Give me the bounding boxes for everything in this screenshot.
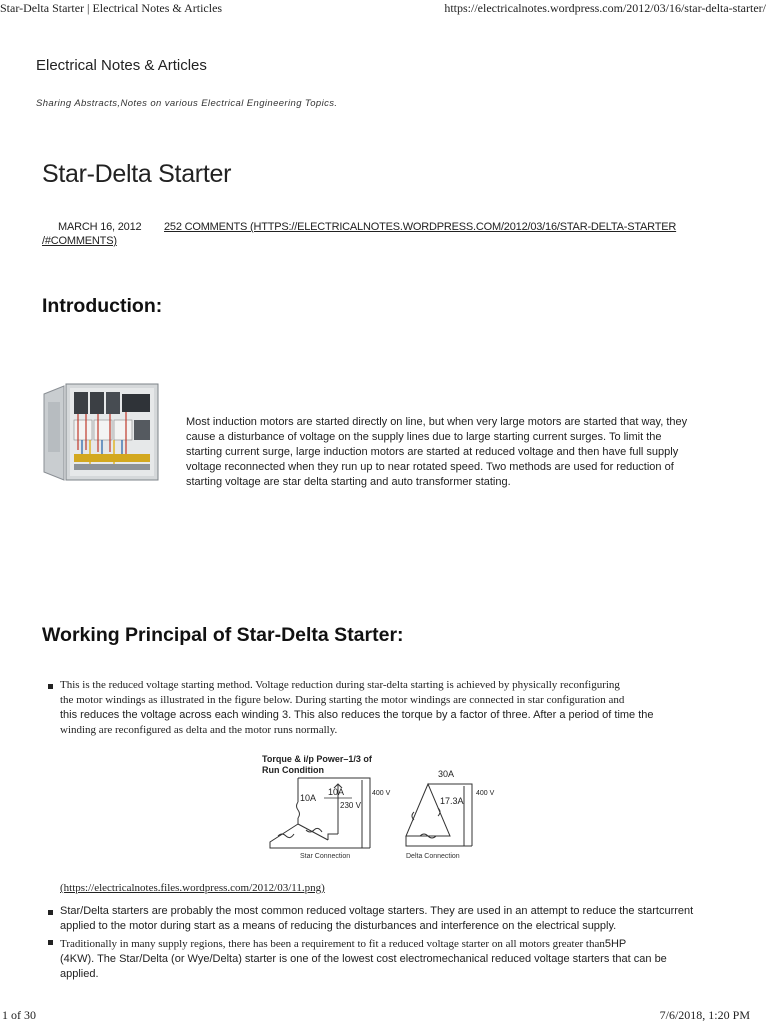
bullet-3 [60,934,750,982]
figure-caption-line1: Torque & i/p Power–1/3 of [262,754,372,764]
figure-caption-line2: Run Condition [262,765,324,775]
starter-panel-image [42,380,162,484]
star-current-phase: 10A [300,793,317,803]
print-header-title: Star-Delta Starter | Electrical Notes & Articles [0,1,223,15]
delta-connection [406,784,472,846]
comments-link[interactable] [164,221,676,233]
intro-paragraph [186,415,746,490]
working-heading: Working Principal of Star-Delta Starter: [42,624,404,646]
bullet-2-line: applied to the motor during start as a means of reducing the disturbances and interference on the electrical supply. [60,920,617,932]
intro-line: starting voltage are star delta starting and auto transformer stating. [186,476,511,488]
comments-link-text-2[interactable]: /#COMMENTS) [42,235,117,247]
bullet-3-line: (4KW). The Star/Delta (or Wye/Delta) starter is one of the lowest cost electromechanical reduced voltage starters that can be [60,953,667,965]
bullet-2-line: Star/Delta starters are probably the most common reduced voltage starters. They are used in an attempt to reduce the startcurrent [60,905,694,917]
comments-link-text[interactable]: 252 COMMENTS (HTTPS://ELECTRICALNOTES.WORDPRESS.COM/2012/03/16/STAR-DELTA-STARTER [164,221,677,233]
intro-line: Most induction motors are started directly on line, but when very large motors are started that way, they [186,416,688,428]
print-footer-datetime: 7/6/2018, 1:20 PM [659,1008,750,1022]
comments-link-continued[interactable] [42,235,117,247]
bullet-1 [60,678,750,738]
bullet-1-line: winding are reconfigured as delta and the motor runs normally. [60,724,338,736]
intro-line: voltage reconnected when they run up to near rotated speed. Two methods are used for reduction of [186,461,674,473]
bullet-1-line: This is the reduced voltage starting method. Voltage reduction during star-delta starting is achieved by physically reconfiguring [60,679,620,691]
star-voltage-phase: 230 V [340,801,361,810]
print-footer-page: 1 of 30 [2,1008,36,1022]
figure-link[interactable] [60,878,325,896]
bullet-2 [60,904,750,934]
site-title[interactable]: Electrical Notes & Articles [36,57,207,74]
intro-line: starting current surge, large induction motors are started at reduced voltage and then have full supply [186,446,679,458]
star-voltage-line: 400 V [372,790,391,797]
bullet-1-line: this reduces the voltage across each winding 3. This also reduces the torque by a factor of three. After a period of time the [60,709,654,721]
bullet-3-text-end: 5HP [604,938,627,950]
delta-connection-label: Delta Connection [406,853,460,860]
delta-current-line: 30A [438,769,455,779]
delta-current-phase: 17.3A [440,796,464,806]
print-header-url: https://electricalnotes.wordpress.com/2012/03/16/star-delta-starter/ [444,1,766,15]
star-connection-label: Star Connection [300,853,351,860]
bullet-marker [48,684,53,689]
post-title: Star-Delta Starter [42,160,232,188]
bullet-3-line: applied. [60,968,99,980]
star-connection [270,778,370,848]
intro-line: cause a disturbance of voltage on the supply lines due to large starting current surges. To limit the [186,431,662,443]
bullet-1-line: the motor windings as illustrated in the figure below. During starting the motor windings are connected in star configuration and [60,694,625,706]
bullet-3-text: Traditionally in many supply regions, there has been a requirement to fit a reduced voltage starter on all motors greater than [60,938,605,950]
bullet-marker [48,910,53,915]
delta-voltage: 400 V [476,790,495,797]
bullet-marker [48,940,53,945]
intro-heading: Introduction: [42,295,163,317]
site-tagline: Sharing Abstracts,Notes on various Electrical Engineering Topics. [36,98,338,109]
post-date: MARCH 16, 2012 [58,221,142,233]
star-delta-diagram[interactable] [258,750,508,865]
figure-link-text[interactable]: (https://electricalnotes.files.wordpress.com/2012/03/11.png) [60,882,325,894]
bullet-3-line [60,934,750,952]
star-current-line: 10A [328,787,345,797]
